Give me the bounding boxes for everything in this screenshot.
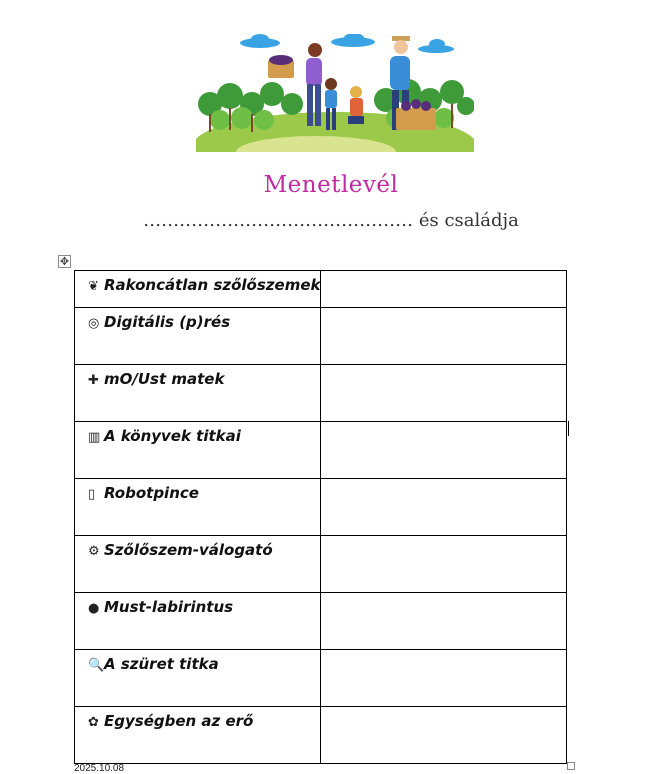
- stamp-cell[interactable]: [321, 593, 567, 650]
- station-label: Must-labirintus: [104, 598, 234, 616]
- table-row: [75, 536, 567, 593]
- robot-icon: ▯: [88, 487, 96, 502]
- text-cursor: [568, 421, 569, 436]
- stamp-cell[interactable]: [321, 650, 567, 707]
- table-resize-handle[interactable]: [567, 762, 575, 770]
- magnifier-icon: 🔍: [88, 658, 105, 673]
- station-label: Digitális (p)rés: [104, 313, 231, 331]
- station-label: A könyvek titkai: [104, 427, 241, 445]
- stamp-cell[interactable]: [321, 271, 567, 308]
- station-label: Rakoncátlan szőlőszemek: [104, 276, 321, 294]
- station-label-cell[interactable]: [75, 593, 321, 650]
- table-row: [75, 707, 567, 764]
- stamp-cell[interactable]: [321, 536, 567, 593]
- stamp-cell[interactable]: [321, 422, 567, 479]
- table-row: [75, 479, 567, 536]
- footer-date: 2025.10.08: [74, 763, 125, 774]
- stamp-cell[interactable]: [321, 479, 567, 536]
- stamp-cell[interactable]: [321, 707, 567, 764]
- station-label: Robotpince: [104, 484, 199, 502]
- stamp-cell[interactable]: [321, 308, 567, 365]
- table-row: [75, 593, 567, 650]
- station-label-cell[interactable]: [75, 707, 321, 764]
- table-row: [75, 650, 567, 707]
- station-label-cell[interactable]: [75, 271, 321, 308]
- gear-icon: ⚙: [88, 544, 100, 559]
- station-label-cell[interactable]: [75, 479, 321, 536]
- table-row: [75, 422, 567, 479]
- table-row: [75, 271, 567, 308]
- target-icon: ◎: [88, 316, 100, 331]
- plus-icon: ✚: [88, 373, 99, 388]
- stamp-cell[interactable]: [321, 365, 567, 422]
- family-vineyard-illustration: [196, 34, 474, 152]
- station-label: Egységben az erő: [104, 712, 254, 730]
- table-row: [75, 308, 567, 365]
- books-icon: ▥: [88, 430, 101, 445]
- table-move-handle-icon[interactable]: ✥: [59, 255, 70, 268]
- station-label-cell[interactable]: [75, 365, 321, 422]
- station-label: mO/Ust matek: [104, 370, 225, 388]
- palette-icon: ✿: [88, 715, 99, 730]
- station-label: A szüret titka: [104, 655, 219, 673]
- station-label-cell[interactable]: [75, 650, 321, 707]
- page-title: Menetlevél: [263, 172, 399, 198]
- table-row: [75, 365, 567, 422]
- maze-icon: ●: [88, 601, 100, 616]
- family-name-line: ……………………………………… és családja: [143, 210, 519, 231]
- station-label-cell[interactable]: [75, 308, 321, 365]
- station-label-cell[interactable]: [75, 422, 321, 479]
- station-label-cell[interactable]: [75, 536, 321, 593]
- grapes-icon: ❦: [88, 279, 99, 294]
- stations-table: [74, 270, 567, 764]
- station-label: Szőlőszem-válogató: [104, 541, 273, 559]
